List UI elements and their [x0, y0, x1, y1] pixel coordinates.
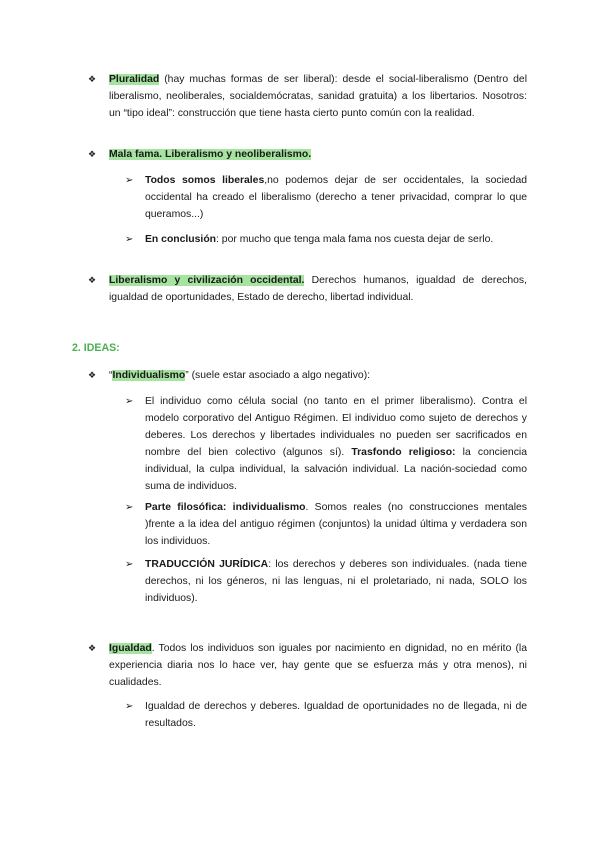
bullet-mala-fama [88, 146, 527, 163]
paragraph [145, 231, 527, 248]
bullet-individualismo [88, 367, 527, 384]
bold-term: Trasfondo religioso: [351, 447, 456, 458]
paragraph [109, 640, 527, 691]
sub-bullet-traduccion-juridica [125, 556, 527, 607]
highlighted-term: Liberalismo y civilización occidental. [109, 275, 305, 286]
bullet-pluralidad [88, 71, 527, 122]
bold-term: TRADUCCIÓN JURÍDICA [145, 559, 269, 570]
paragraph [109, 367, 527, 384]
paragraph [145, 499, 527, 550]
paragraph-text: la conciencia individual, la culpa individual, la salvación individual. La nación-sociedad como suma de individuos. [145, 447, 527, 492]
paragraph-text: (hay muchas formas de ser liberal): desde el social-liberalismo (Dentro del liberalismo, neoliberales, socialdemócratas, sanidad gratuita) a los libertarios. Nosotros: un “tipo ideal”: construcción que tiene hasta cierto punto común con la realidad. [109, 74, 527, 119]
bold-term: Todos somos liberales [145, 175, 265, 186]
arrow-bullet-icon: ➢ [125, 701, 134, 712]
arrow-bullet-icon: ➢ [125, 559, 134, 570]
highlighted-term: Igualdad [109, 643, 152, 654]
diamond-bullet-icon: ❖ [88, 275, 97, 285]
arrow-bullet-icon: ➢ [125, 502, 134, 513]
bold-term: En conclusión [145, 234, 217, 245]
diamond-bullet-icon: ❖ [88, 643, 97, 653]
sub-bullet-conclusion [125, 231, 527, 248]
paragraph-text: : los derechos y deberes son individuales. (nada tiene derechos, ni los géneros, ni las lenguas, ni el proletariado, ni nada, SOLO los individuos). [145, 559, 527, 604]
paragraph-text: El individuo como célula social (no tanto en el primer liberalismo). Contra el modelo corporativo del Antiguo Régimen. El individuo como sujeto de derechos y deberes. Los derechos y libertades individuales no pueden ser sacrificados en nombre del bien colectivo (algunos sí). [145, 396, 527, 458]
paragraph-text: . Somos reales (no construcciones mentales )frente a la idea del antiguo régimen (conjuntos) la unidad última y verdadera son los individuos. [145, 502, 527, 547]
bullet-igualdad [88, 640, 527, 691]
arrow-bullet-icon: ➢ [125, 175, 134, 186]
diamond-bullet-icon: ❖ [88, 370, 97, 380]
sub-bullet-individuo-celula [125, 393, 527, 495]
paragraph [145, 556, 527, 607]
paragraph [145, 393, 527, 495]
paragraph [109, 146, 527, 163]
paragraph [145, 698, 527, 732]
highlighted-term: Mala fama. Liberalismo y neoliberalismo. [109, 149, 312, 160]
section-heading: 2. IDEAS: [72, 342, 120, 354]
bold-term: Parte filosófica: individualismo [145, 502, 306, 513]
paragraph-text: ” (suele estar asociado a algo negativo): [185, 370, 371, 381]
paragraph [109, 71, 527, 122]
arrow-bullet-icon: ➢ [125, 396, 134, 407]
sub-bullet-parte-filosofica [125, 499, 527, 550]
paragraph-text: Derechos humanos, igualdad de derechos, igualdad de oportunidades, Estado de derecho, libertad individual. [109, 275, 527, 303]
diamond-bullet-icon: ❖ [88, 149, 97, 159]
quote-mark: “ [109, 370, 113, 381]
paragraph-text: : por mucho que tenga mala fama nos cuesta dejar de serlo. [216, 234, 494, 245]
highlighted-term: Individualismo [112, 370, 186, 381]
paragraph-text: Igualdad de derechos y deberes. Igualdad de oportunidades no de llegada, ni de resultados. [145, 701, 527, 729]
highlighted-term: Pluralidad [109, 74, 160, 85]
paragraph [109, 272, 527, 306]
bullet-civilizacion [88, 272, 527, 306]
paragraph-text: . Todos los individuos son iguales por nacimiento en dignidad, no en mérito (la experiencia diaria nos lo hace ver, hay gente que se esfuerza más y otra menos), ni cualidades. [109, 643, 527, 688]
arrow-bullet-icon: ➢ [125, 234, 134, 245]
sub-bullet-todos-liberales [125, 172, 528, 223]
sub-bullet-igualdad-derechos [125, 698, 527, 732]
diamond-bullet-icon: ❖ [88, 74, 97, 84]
paragraph [145, 172, 527, 223]
paragraph-text: ,no podemos dejar de ser occidentales, la sociedad occidental ha creado el liberalismo (derecho a tener privacidad, comprar lo que queramos...) [145, 175, 528, 220]
